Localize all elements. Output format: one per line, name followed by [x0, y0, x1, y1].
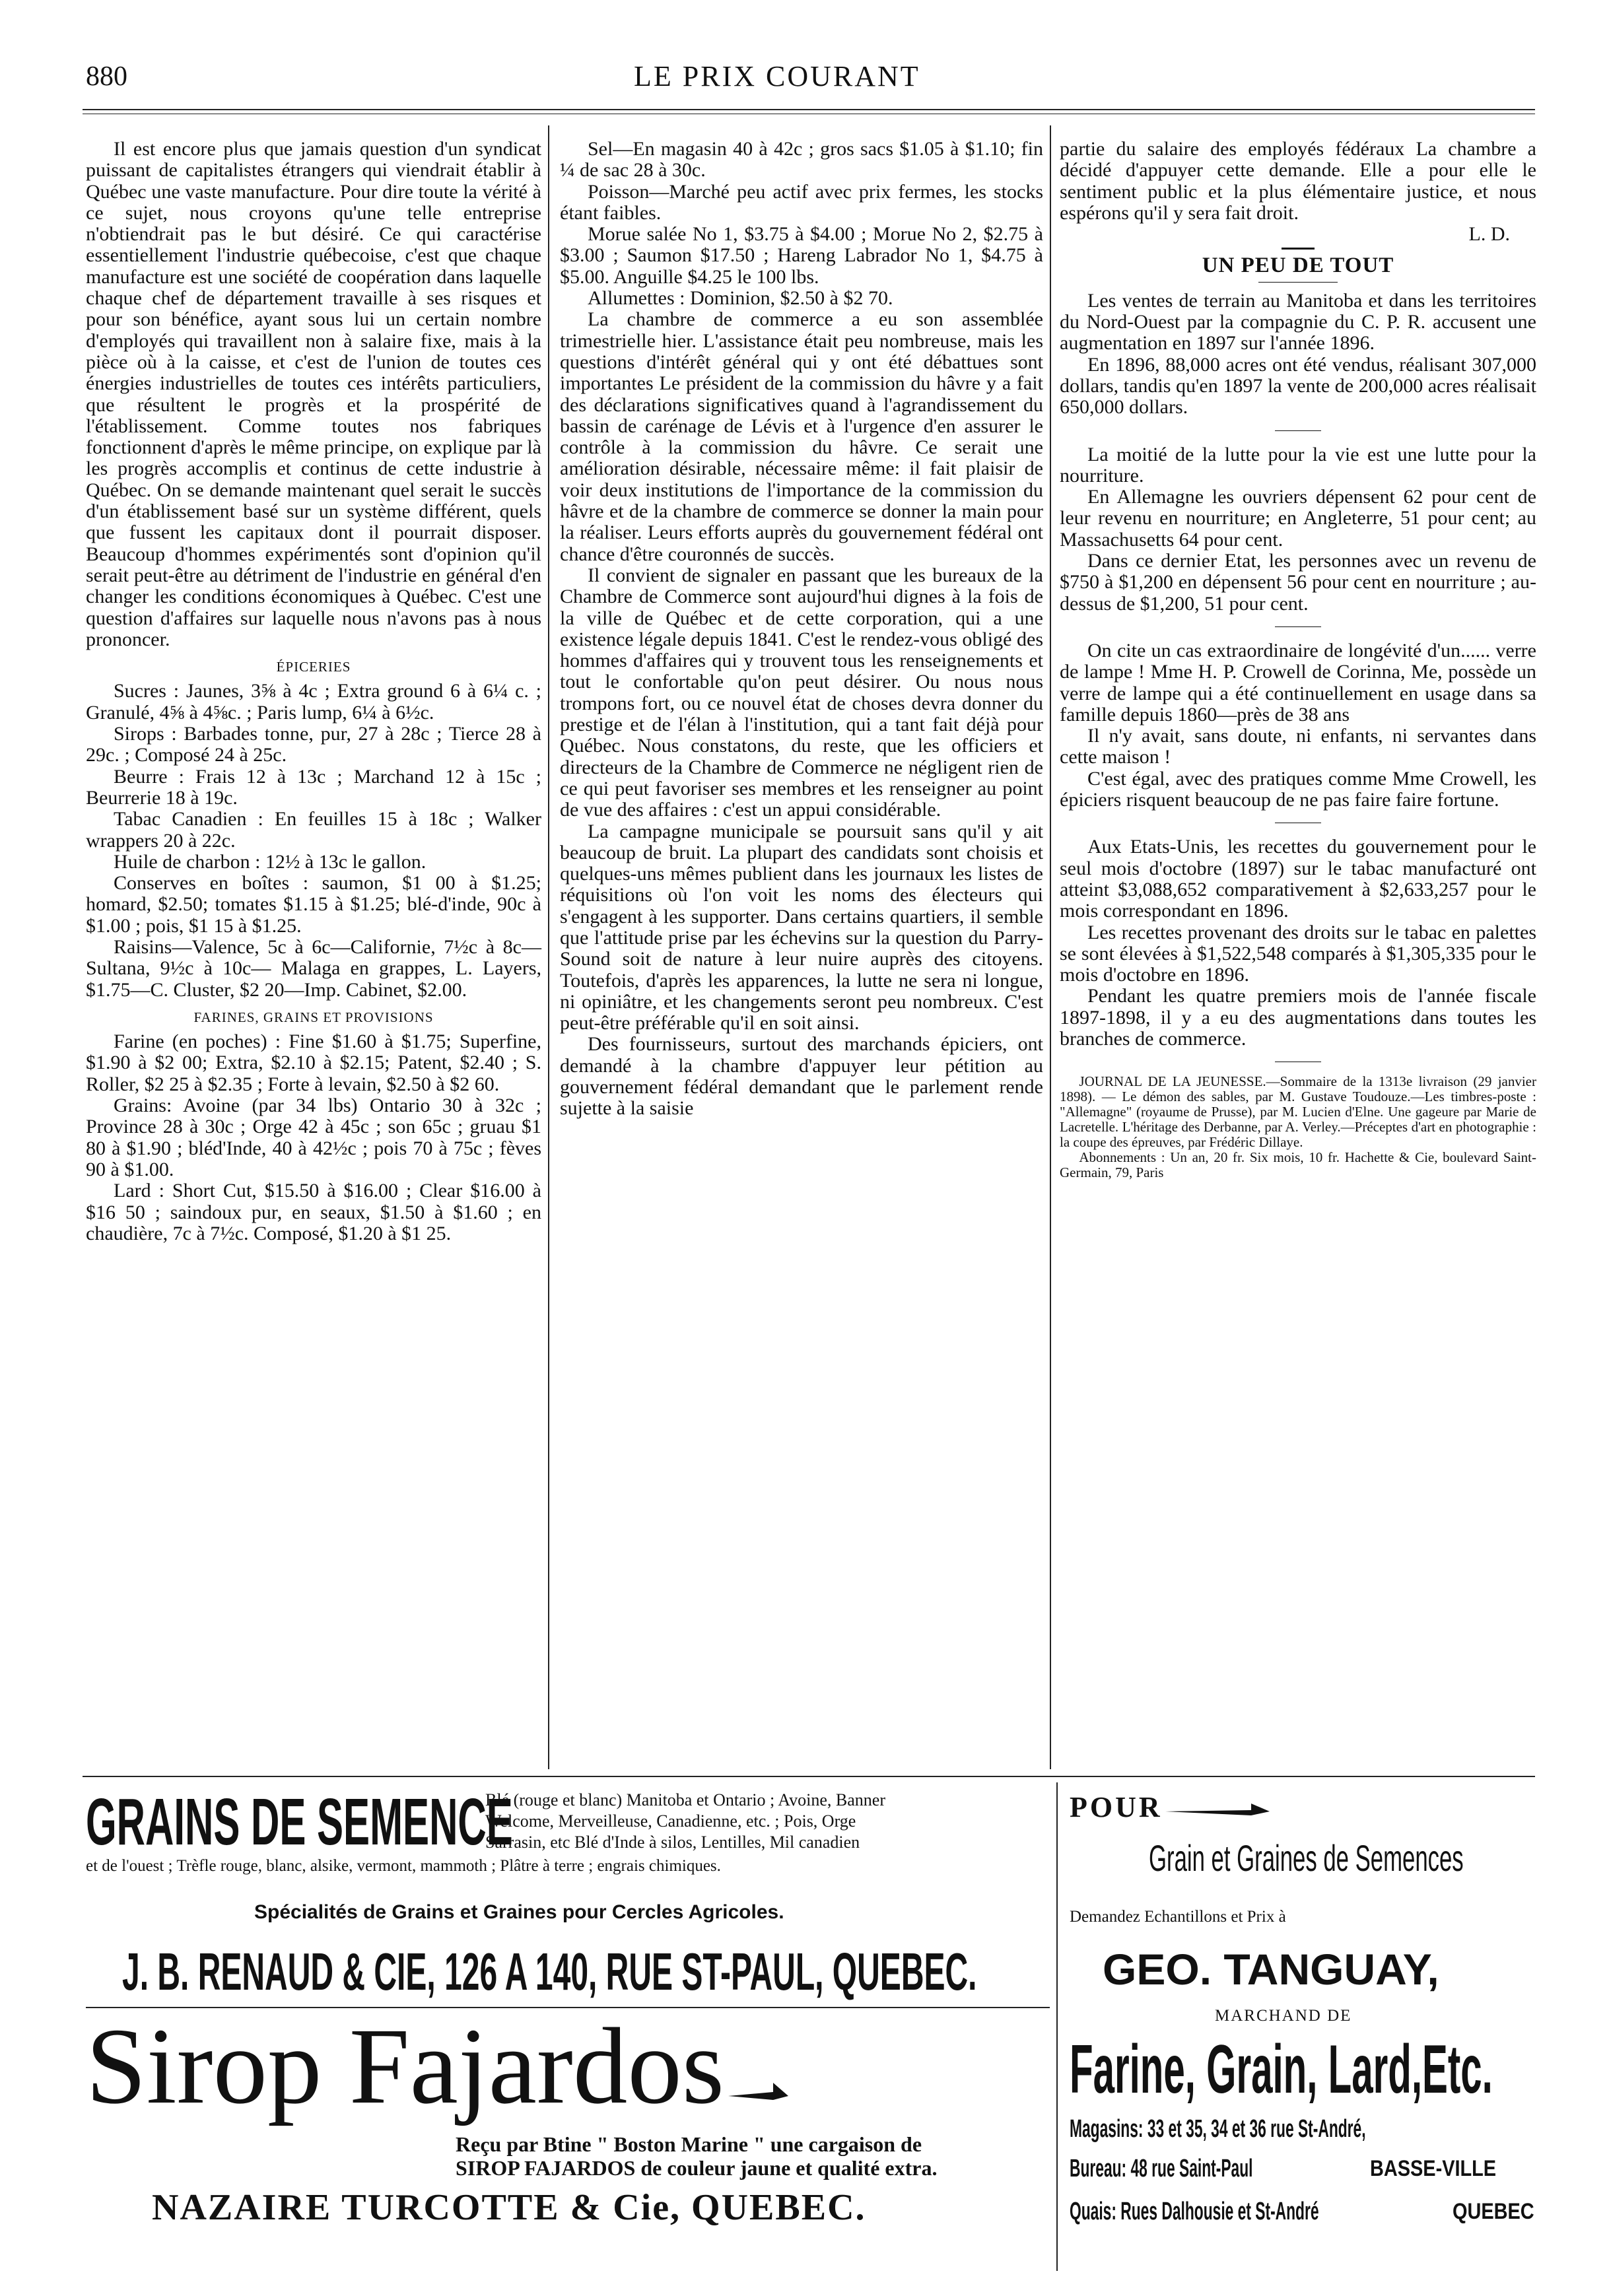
ad-basse-ville: BASSE-VILLE: [1370, 2156, 1497, 2181]
page-title: LE PRIX COURANT: [634, 60, 920, 92]
paragraph: Il est encore plus que jamais question d'un syndicat puissant de capitalistes étrangers qui viendrait établir à Québec une vaste manufacture. Pour dire toute la vérité à ce sujet, nous croyons qu'une telle entreprise n'obtiendrait pas le but désiré. Ce qui caractérise essentiellement l'industrie québecoise, c'est que chaque manufacture est une société de coopération dans laquelle chaque chef de département travaille à ses risques et pour son bénéfice, ayant sous lui un certain nombre d'employés qui travaillent non à salaire fixe, mais à la pièce où à la caisse, et c'est de l'union de toutes ces énergies industrielles de toutes ces intérêts particuliers, que résultent le progrès et la prospérité de l'établissement. Comme toutes nos fabriques fonctionnent d'après le même principe, on explique par là les progrès accomplis et continus de cette industrie à Québec. On se demande maintenant quel serait le succès d'un établissement basé sur un système différent, quels que fussent les capitaux dont il pourrait disposer. Beaucoup d'hommes expérimentés sont d'opinion qu'il serait peut-être au détriment de l'industrie en général d'en changer les conditions économiques à Québec. C'est une question d'affaires sur laquelle nous n'avons pas à nous prononcer.: [86, 138, 541, 650]
ad-marchand: MARCHAND DE: [1215, 2007, 1352, 2025]
ad-grains-title: GRAINS DE SEMENCE: [86, 1785, 513, 1859]
ad-bureau: Bureau: 48 rue Saint-Paul: [1070, 2155, 1253, 2182]
ad-tanguay: GEO. TANGUAY,: [1103, 1945, 1439, 1994]
price-item: Morue salée No 1, $3.75 à $4.00 ; Morue No 2, $2.75 à $3.00 ; Saumon $17.50 ; Hareng Labrador No 1, $4.75 à $5.00. Anguille $4.25 le 100 lbs.: [560, 223, 1043, 288]
price-item: Farine (en poches) : Fine $1.60 à $1.75; Superfine, $1.90 à $2 00; Extra, $2.10 à $2.15; Patent, $2.40 ; S. Roller, $2 25 à $2.35 ; Forte à levain, $2.50 à $2 60.: [86, 1030, 541, 1095]
price-item: Sel—En magasin 40 à 42c ; gros sacs $1.05 à $1.10; fin ¼ de sac 28 à 30c.: [560, 138, 1043, 182]
price-item: Huile de charbon : 12½ à 13c le gallon.: [114, 850, 427, 873]
ad-grains-line: et de l'ouest ; Trèfle rouge, blanc, alsike, vermont, mammoth ; Plâtre à terre ; engrais chimiques.: [86, 1857, 721, 1875]
advert-column-rule: [1056, 1782, 1058, 2271]
ad-recu-line: Reçu par Btine " Boston Marine " une cargaison de: [456, 2132, 922, 2156]
ad-renaud: J. B. RENAUD & CIE, 126 A 140, RUE ST-PAUL, QUEBEC.: [122, 1942, 977, 2001]
ad-sirop-title: [86, 2006, 790, 2126]
column-rule-1: [548, 125, 549, 1769]
ad-recu-line: SIROP FAJARDOS de couleur jaune et qualité extra.: [456, 2156, 938, 2180]
advert-rule: [83, 1776, 1535, 1777]
divider: [1275, 626, 1321, 627]
paragraph: La chambre de commerce a eu son assemblée trimestrielle hier. L'assistance était peu nombreuse, mais les questions d'intérêt général qui y ont été débattues sont importantes Le président de la commission du hâvre y a fait des déclarations significatives quand à l'agrandissement du bassin de carénage de Lévis et à l'urgence d'en assurer le contrôle à la commission du hâvre. Ce serait une amélioration désirable, nécessaire même: il fait plaisir de voir deux institutions de l'importance de la commission du hâvre et de la chambre de commerce se donner la main pour la réaliser. Leurs efforts auprès du gouvernement fédéral ont chance d'être couronnés de succès.: [560, 308, 1043, 565]
paragraph: Les ventes de terrain au Manitoba et dans les territoires du Nord-Ouest par la compagnie du C. P. R. accusent une augmentation en 1897 sur l'année 1896.: [1060, 289, 1536, 355]
column-2: [560, 139, 1043, 1120]
paragraph: Aux Etats-Unis, les recettes du gouvernement pour le seul mois d'octobre (1897) sur le tabac manufacturé ont atteint $3,088,652 comparativement à $2,633,257 pour le mois correspondant en 1896.: [1060, 836, 1536, 922]
header-rule: [83, 109, 1535, 110]
paragraph: Il convient de signaler en passant que les bureaux de la Chambre de Commerce sont aujourd'hui dignes à la fois de la ville de Québec et de cette corporation, qui a une existence légale depuis 1841. C'est le rendez-vous obligé des hommes d'affaires qui y trouvent tous les renseignements et tout le confortable qu'on peut désirer. Ou nous nous trompons fort, ou ce nouvel état de choses devra donner du prestige et de l'élan à l'institution, qui a tant fait déjà pour Québec. Nous constatons, du reste, que les officiers et directeurs de la Chambre de Commerce ne négligent rien de ce qui peut favoriser ses membres et les renseigner au point de vue des affaires : c'est un appui considérable.: [560, 564, 1043, 821]
price-item: Raisins—Valence, 5c à 6c—Californie, 7½c à 8c—Sultana, 9½c à 10c— Malaga en grappes, L. Layers, $1.75—C. Cluster, $2 20—Imp. Cabinet, $2.00.: [86, 935, 541, 1001]
ad-pour: [1070, 1790, 1271, 1824]
paragraph: En 1896, 88,000 acres ont été vendus, réalisant 307,000 dollars, tandis qu'en 1897 la vente de 200,000 acres réalisait 650,000 dollars.: [1060, 353, 1536, 419]
ad-grains-line: Welcome, Merveilleuse, Canadienne, etc. ; Pois, Orge: [485, 1811, 856, 1831]
section-heading-un-peu-de-tout: UN PEU DE TOUT: [1202, 253, 1394, 278]
column-3: [1060, 139, 1536, 1180]
ad-magasins: Magasins: 33 et 35, 34 et 36 rue St-André,: [1070, 2115, 1366, 2143]
signature: L. D.: [1468, 223, 1510, 246]
ad-grains-line: Blé (rouge et blanc) Manitoba et Ontario ; Avoine, Banner: [485, 1790, 885, 1809]
pointing-hand-icon: [1165, 1800, 1271, 1817]
paragraph: Des fournisseurs, surtout des marchands épiciers, ont demandé à la chambre d'appuyer leur pétition au gouvernement fédéral demandant que le parlement rende sujette à la saisie: [560, 1033, 1043, 1120]
price-item: Allumettes : Dominion, $2.50 à $2 70.: [588, 287, 893, 310]
paragraph: La campagne municipale se poursuit sans qu'il y ait beaucoup de bruit. La plupart des candidats sont choisis et quelques-uns mêmes publient dans les journaux les listes de réquisitions où l'on voit les noms des électeurs qui s'engagent à les supporter. Dans certains quartiers, il semble que l'attitude prise par les échevins sur la question du Parry-Sound soit de nature à leur nuire auprès des citoyens. Toutefois, d'après les apparences, la lutte ne sera ni longue, ni opiniâtre, et les changements seront peu nombreux. C'est peut-être préférable qu'il en soit ainsi.: [560, 820, 1043, 1034]
ad-pour-text: POUR: [1070, 1791, 1163, 1823]
paragraph: On cite un cas extraordinaire de longévité d'un...... verre de lampe ! Mme H. P. Crowell de Corinna, Me, possède un verre de lampe qui a été continuellement en usage dans sa famille depuis 1860—près de 38 ans: [1060, 639, 1536, 726]
journal-subscription: Abonnements : Un an, 20 fr. Six mois, 10 fr. Hachette & Cie, boulevard Saint-Germain, 79, Paris: [1060, 1149, 1536, 1181]
column-rule-2: [1050, 125, 1051, 1769]
price-item: Sirops : Barbades tonne, pur, 27 à 28c ; Tierce 28 à 29c. ; Composé 24 à 25c.: [86, 723, 541, 766]
price-item: Sucres : Jaunes, 3⅝ à 4c ; Extra ground 6 à 6¼ c. ; Granulé, 4⅝ à 4⅝c. ; Paris lump, 6¼ à 6½c.: [86, 680, 541, 724]
paragraph: partie du salaire des employés fédéraux La chambre a décidé d'appuyer cette demande. Elle a pour elle le sentiment public et la plus élémentaire justice, et nous espérons qu'il y sera fait droit.: [1060, 138, 1536, 224]
price-item: Tabac Canadien : En feuilles 15 à 18c ; Walker wrappers 20 à 22c.: [86, 808, 541, 852]
ad-farine: Farine, Grain, Lard,Etc.: [1070, 2031, 1493, 2108]
divider: [1275, 430, 1321, 431]
ad-demandez: Demandez Echantillons et Prix à: [1070, 1908, 1286, 1926]
paragraph: C'est égal, avec des pratiques comme Mme Crowell, les épiciers risquent beaucoup de ne pas faire faire fortune.: [1060, 767, 1536, 811]
ad-nazaire: NAZAIRE TURCOTTE & Cie, QUEBEC.: [152, 2187, 866, 2228]
ad-specialites: Spécialités de Grains et Graines pour Cercles Agricoles.: [254, 1901, 784, 1923]
section-divider: [1258, 282, 1338, 283]
page-number: 880: [86, 61, 127, 92]
column-1: [86, 139, 541, 1244]
journal-notice: JOURNAL DE LA JEUNESSE.—Sommaire de la 1313e livraison (29 janvier 1898). — Le démon des sables, par M. Gustave Toudouze.—Les timbres-poste : "Allemagne" (royaume de Prusse), par M. Lucien d'Elne. Une gageure par Marie de Lacretelle. L'héritage des Derbanne, par A. Verley.—Préceptes d'art en photographie : la coupe des épreuves, par Frédéric Dillaye.: [1060, 1073, 1536, 1151]
section-divider: [1282, 248, 1315, 250]
price-item: Lard : Short Cut, $15.50 à $16.00 ; Clear $16.00 à $16 50 ; saindoux pur, en seaux, $1.50 à $1.60 ; en chaudière, 7c à 7½c. Composé, $1.20 à $1 25.: [86, 1180, 541, 1244]
section-heading-farines: FARINES, GRAINS ET PROVISIONS: [193, 1009, 434, 1025]
paragraph: Il n'y avait, sans doute, ni enfants, ni servantes dans cette maison !: [1060, 725, 1536, 768]
paragraph: Dans ce dernier Etat, les personnes avec un revenu de $750 à $1,200 en dépensent 56 pour cent en nourriture ; au-dessus de $1,200, 51 pour cent.: [1060, 550, 1536, 615]
paragraph: La moitié de la lutte pour la vie est une lutte pour la nourriture.: [1060, 443, 1536, 487]
ad-quais: Quais: Rues Dalhousie et St-André: [1070, 2198, 1319, 2225]
ad-grains-line: Sarrasin, etc Blé d'Inde à silos, Lentilles, Mil canadien: [485, 1833, 860, 1852]
paragraph: Les recettes provenant des droits sur le tabac en palettes se sont élevées à $1,522,548 comparés à $1,305,335 pour le mois d'octobre en 1896.: [1060, 921, 1536, 986]
ad-sirop-text: Sirop Fajardos: [86, 2006, 725, 2126]
section-heading-epiceries: ÉPICERIES: [276, 659, 351, 675]
paragraph: Poisson—Marché peu actif avec prix fermes, les stocks étant faibles.: [560, 180, 1043, 224]
price-item: Conserves en boîtes : saumon, $1 00 à $1.25; homard, $2.50; tomates $1.15 à $1.25; blé-d'inde, 90c à $1.00 ; pois, $1 15 à $1.25.: [86, 872, 541, 937]
pointing-hand-icon: [727, 2076, 790, 2103]
ad-pour-sub: Grain et Graines de Semences: [1149, 1837, 1464, 1879]
paragraph: Pendant les quatre premiers mois de l'année fiscale 1897-1898, il y a eu des augmentations dans toutes les branches de commerce.: [1060, 985, 1536, 1050]
price-item: Beurre : Frais 12 à 13c ; Marchand 12 à 15c ; Beurrerie 18 à 19c.: [86, 765, 541, 809]
paragraph: En Allemagne les ouvriers dépensent 62 pour cent de leur revenu en nourriture; en Angleterre, 51 pour cent; au Massachusetts 64 pour cent.: [1060, 486, 1536, 551]
ad-quebec: QUEBEC: [1453, 2199, 1534, 2224]
price-item: Grains: Avoine (par 34 lbs) Ontario 30 à 32c ; Province 28 à 30c ; Orge 42 à 45c ; son 65c ; gruau $1 80 à $1.90 ; bléd'Inde, 40 à 42½c ; pois 70 à 75c ; fèves 90 à $1.00.: [86, 1095, 541, 1180]
